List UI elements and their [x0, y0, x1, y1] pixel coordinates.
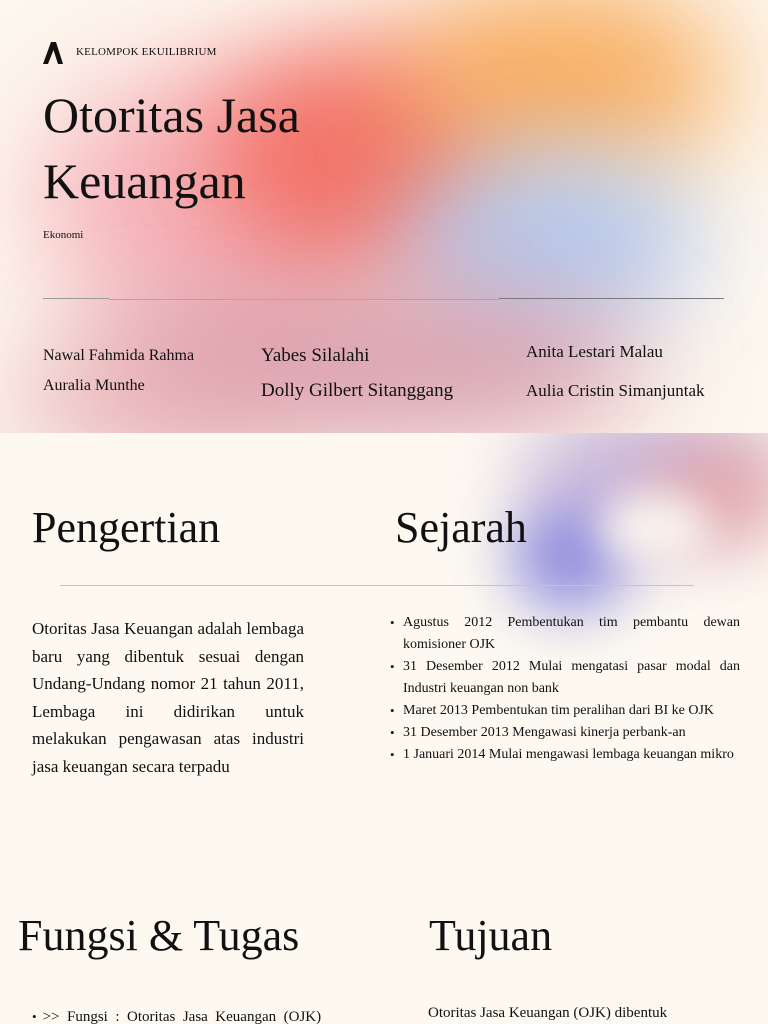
title-line-1: Otoritas Jasa: [43, 87, 300, 143]
section-divider: [60, 585, 694, 586]
sejarah-list: [388, 612, 740, 766]
divider-segment-left: [43, 298, 109, 299]
list-item: • 1 Januari 2014 Mulai mengawasi lembaga keuangan mikro: [388, 744, 740, 766]
divider-segment-right: [499, 298, 724, 299]
logo-a-icon: [43, 42, 63, 64]
member-name: Anita Lestari Malau: [526, 342, 663, 361]
tujuan-heading: Tujuan: [429, 911, 553, 960]
group-name: KELOMPOK EKUILIBRIUM: [76, 46, 217, 58]
member-name: Auralia Munthe: [43, 377, 145, 394]
list-item: • 31 Desember 2013 Mengawasi kinerja perbank-an: [388, 722, 740, 744]
pengertian-heading: Pengertian: [32, 503, 221, 552]
pengertian-paragraph: Otoritas Jasa Keuangan adalah lembaga baru yang dibentuk sesuai dengan Undang-Undang nomor 21 tahun 2011, Lembaga ini didirikan untuk melakukan pengawasan atas industri jasa keuangan secara terpadu: [32, 619, 304, 776]
fungsi-heading: Fungsi & Tugas: [18, 911, 300, 960]
sejarah-heading: Sejarah: [395, 503, 527, 552]
gradient-blob-light: [600, 493, 710, 563]
fungsi-paragraph: [32, 1009, 378, 1024]
member-name: Nawal Fahmida Rahma: [43, 347, 195, 364]
definition-history-slide: [0, 433, 768, 873]
tujuan-paragraph: Otoritas Jasa Keuangan (OJK) dibentuk: [428, 1005, 668, 1021]
function-goal-slide: [0, 873, 768, 1024]
bullet-icon: •: [32, 1009, 37, 1024]
subtitle: Ekonomi: [43, 229, 84, 241]
list-item: • Agustus 2012 Pembentukan tim pembantu dewan komisioner OJK: [388, 612, 740, 656]
list-item: • 31 Desember 2012 Mulai mengatasi pasar modal dan Industri keuangan non bank: [388, 656, 740, 700]
list-item: • Maret 2013 Pembentukan tim peralihan dari BI ke OJK: [388, 700, 740, 722]
page-title: [43, 82, 463, 214]
title-slide: [0, 0, 768, 433]
divider-segment-middle: [109, 299, 499, 300]
member-name: Aulia Cristin Simanjuntak: [526, 381, 705, 400]
member-name: Dolly Gilbert Sitanggang: [261, 380, 454, 401]
member-name: Yabes Silalahi: [261, 345, 370, 366]
fungsi-text: >> Fungsi : Otoritas Jasa Keuangan (OJK): [42, 1009, 322, 1024]
title-line-2: Keuangan: [43, 153, 246, 209]
